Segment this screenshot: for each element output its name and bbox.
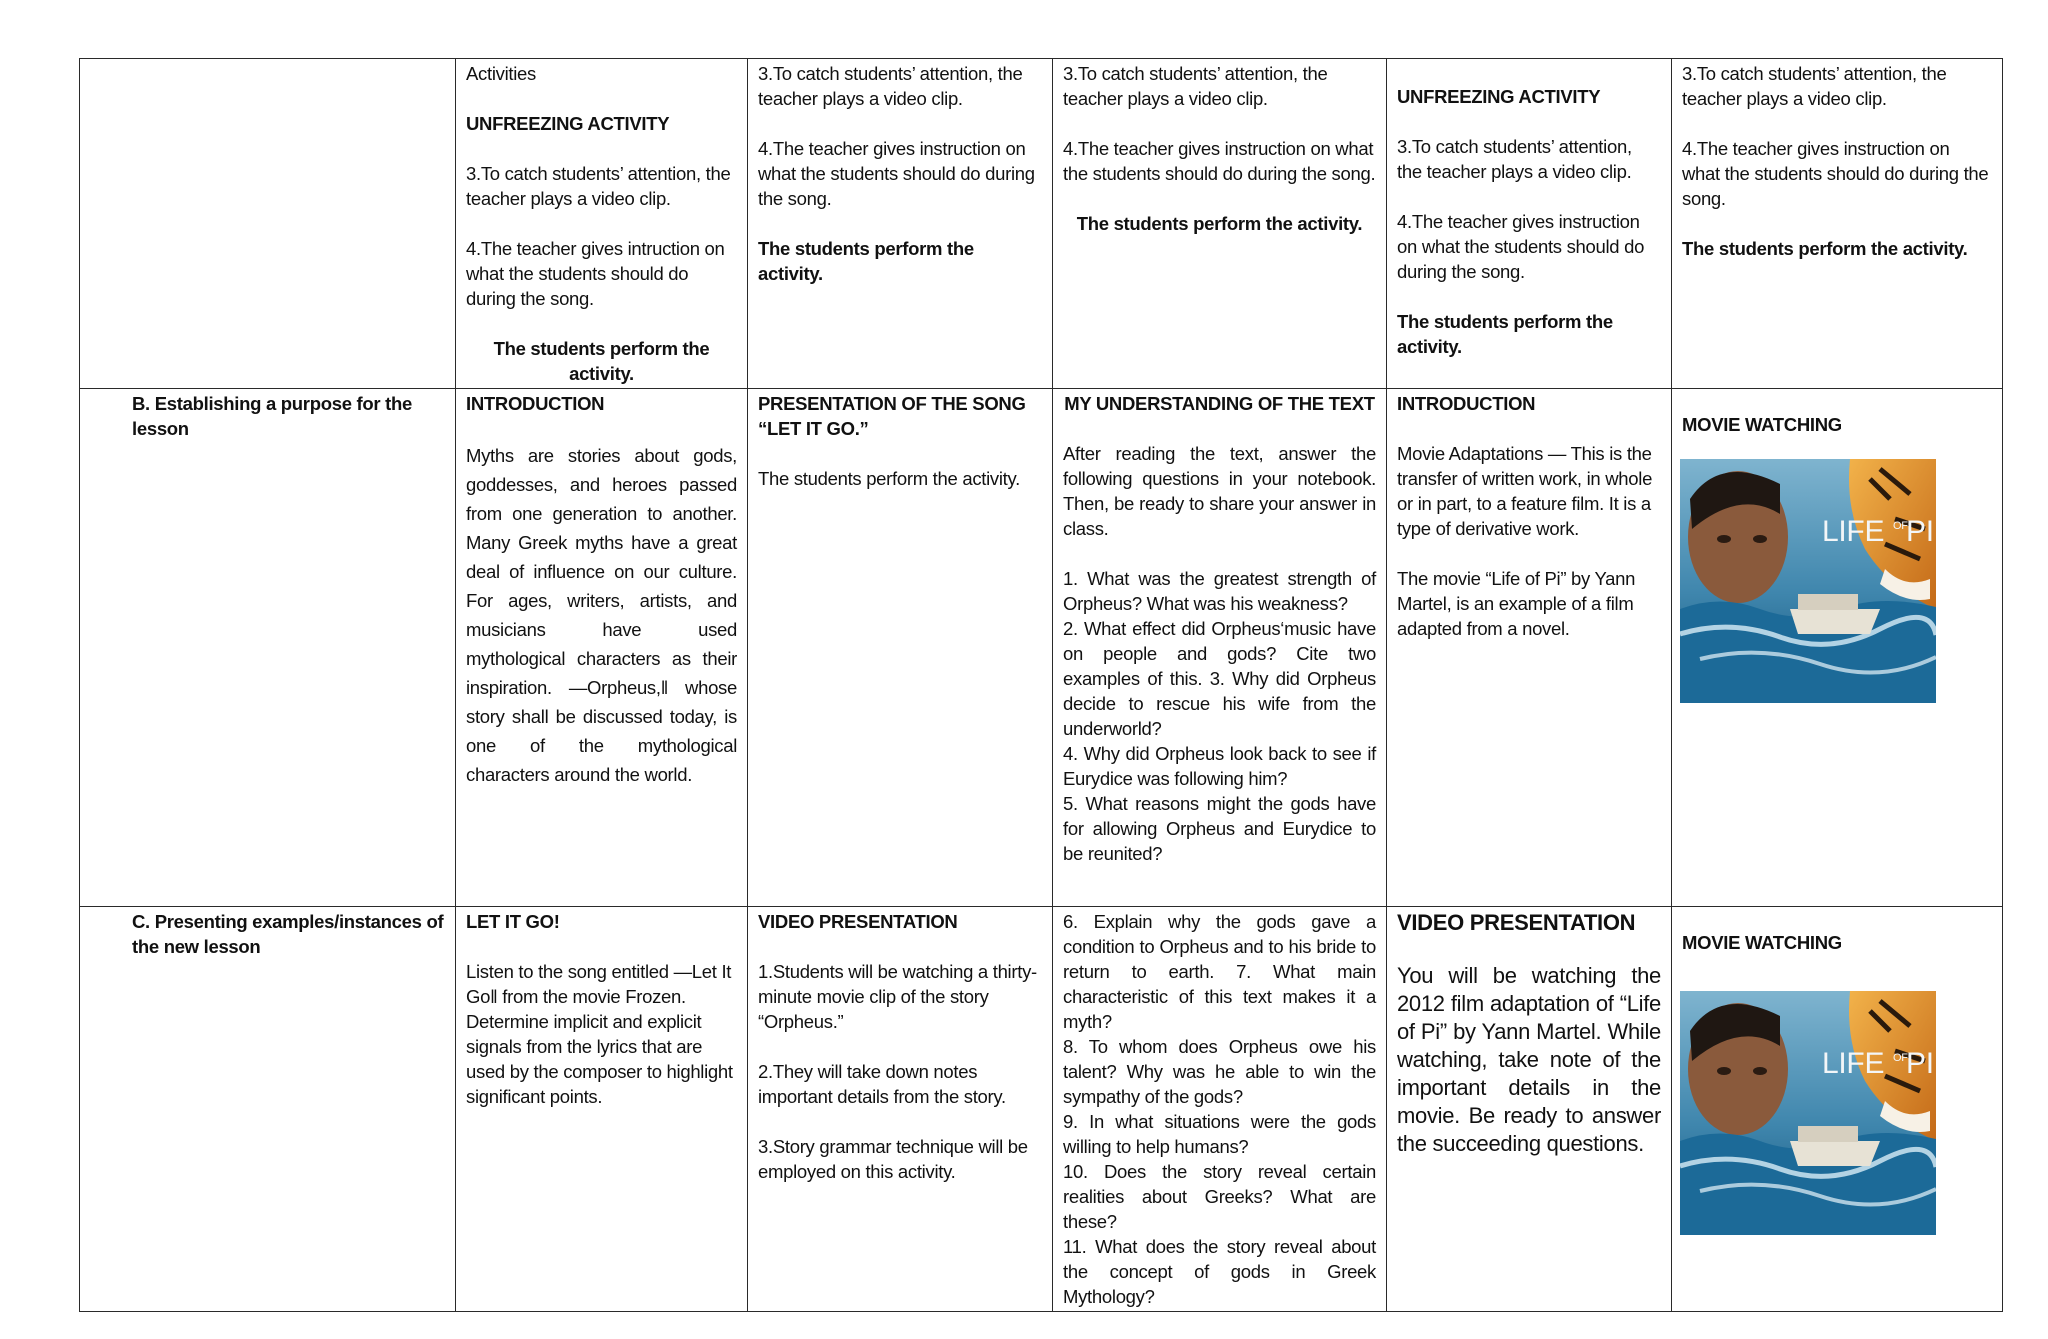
row-c-label-cell: [80, 907, 456, 1312]
row-a-col4-cell: [1387, 59, 1672, 389]
row-c-col5-cell: [1672, 907, 2003, 1312]
table-row-presenting-examples: [80, 907, 2003, 1312]
poster-title-pi: PI: [1906, 515, 1934, 548]
movie-watching-heading: MOVIE WATCHING: [1682, 414, 1842, 435]
video-presentation-heading: VIDEO PRESENTATION: [758, 911, 958, 932]
poster-title-of: OF: [1893, 1052, 1908, 1064]
let-it-go-heading: LET IT GO!: [466, 911, 560, 932]
myths-paragraph: Myths are stories about gods, goddesses, and heroes passed from one generation to another. Many Greek myths have a great deal of influence on our culture. For ages, writers, artists, and musicians have used mythological characters as their inspiration. ―Orpheus,‖ whose story shall be discussed today, is one of the mythological characters around the world.: [466, 445, 737, 785]
unfreezing-activity-heading: UNFREEZING ACTIVITY: [1397, 86, 1601, 107]
row-b-col4-cell: [1387, 389, 1672, 907]
table-row-activities: [80, 59, 2003, 389]
video-presentation-heading: VIDEO PRESENTATION: [1397, 910, 1636, 935]
let-it-go-instructions: Listen to the song entitled ―Let It Go‖ from the movie Frozen. Determine implicit and explicit signals from the lyrics that are used by the composer to highlight significant points.: [466, 961, 733, 1107]
students-perform-text: The students perform the activity.: [758, 468, 1020, 489]
poster-title-life: LIFE: [1822, 1047, 1885, 1080]
students-perform-text: The students perform the activity.: [493, 338, 710, 384]
students-perform-text: The students perform the activity.: [1076, 213, 1363, 234]
introduction-heading: INTRODUCTION: [1397, 393, 1536, 414]
students-perform-text: The students perform the activity.: [1682, 238, 1968, 259]
row-b-col1-cell: [456, 389, 748, 907]
poster-title-life: LIFE: [1822, 515, 1885, 548]
poster-title-of: OF: [1893, 520, 1908, 532]
step-3-text: 3.To catch students’ attention, the teacher plays a video clip.: [1397, 136, 1632, 182]
step-3-text: 3.To catch students’ attention, the teacher plays a video clip.: [1063, 63, 1328, 109]
life-of-pi-poster-image: [1680, 459, 1936, 703]
question-2-3: 2. What effect did Orpheus‘music have on people and gods? Cite two examples of this. 3. Why did Orpheus decide to rescue his wife from the underworld?: [1063, 618, 1376, 739]
life-of-pi-example-text: The movie “Life of Pi” by Yann Martel, is an example of a film adapted from a novel.: [1397, 568, 1636, 639]
row-c-label: C. Presenting examples/instances of the new lesson: [132, 911, 444, 957]
introduction-heading: INTRODUCTION: [466, 393, 605, 414]
question-5: 5. What reasons might the gods have for allowing Orpheus and Eurydice to be reunited?: [1063, 793, 1376, 864]
row-c-col1-cell: [456, 907, 748, 1312]
my-understanding-heading: MY UNDERSTANDING OF THE TEXT: [1064, 393, 1375, 414]
poster-title-pi: PI: [1906, 1047, 1934, 1080]
question-4: 4. Why did Orpheus look back to see if Eurydice was following him?: [1063, 743, 1376, 789]
row-a-col1-cell: [456, 59, 748, 389]
row-c-col4-cell: [1387, 907, 1672, 1312]
movie-watching-heading: MOVIE WATCHING: [1682, 932, 1842, 953]
movie-adaptations-text: Movie Adaptations — This is the transfer of written work, in whole or in part, to a feature film. It is a type of derivative work.: [1397, 443, 1653, 539]
row-c-col2-cell: [748, 907, 1053, 1312]
unfreezing-activity-heading: UNFREEZING ACTIVITY: [466, 113, 670, 134]
question-9: 9. In what situations were the gods willing to help humans?: [1063, 1111, 1376, 1157]
step-3-text: 3.To catch students’ attention, the teacher plays a video clip.: [466, 163, 731, 209]
step-3-text: 3.To catch students’ attention, the teacher plays a video clip.: [1682, 63, 1947, 109]
table-row-establishing-purpose: [80, 389, 2003, 907]
video-step-2: 2.They will take down notes important details from the story.: [758, 1061, 1006, 1107]
questions-intro: After reading the text, answer the following questions in your notebook. Then, be ready to share your answer in class.: [1063, 443, 1376, 539]
step-4-text: 4.The teacher gives instruction on what the students should do during the song.: [1397, 211, 1645, 282]
video-step-3: 3.Story grammar technique will be employed on this activity.: [758, 1136, 1028, 1182]
question-11: 11. What does the story reveal about the concept of gods in Greek Mythology?: [1063, 1236, 1376, 1307]
step-4-text: 4.The teacher gives intruction on what the students should do during the song.: [466, 238, 725, 309]
row-c-col3-cell: [1053, 907, 1387, 1312]
question-8: 8. To whom does Orpheus owe his talent? Why was he able to win the sympathy of the gods?: [1063, 1036, 1376, 1107]
life-of-pi-watching-instructions: You will be watching the 2012 film adaptation of “Life of Pi” by Yann Martel. While watching, take note of the important details in the movie. Be ready to answer the succeeding questions.: [1397, 963, 1661, 1156]
step-3-text: 3.To catch students’ attention, the teacher plays a video clip.: [758, 63, 1023, 109]
row-b-col5-cell: [1672, 389, 2003, 907]
presentation-song-heading: PRESENTATION OF THE SONG “LET IT GO.”: [758, 393, 1026, 439]
step-4-text: 4.The teacher gives instruction on what the students should do during the song.: [1063, 138, 1376, 184]
lesson-plan-table: [79, 58, 2003, 1312]
video-step-1: 1.Students will be watching a thirty-minute movie clip of the story “Orpheus.”: [758, 961, 1037, 1032]
question-1: 1. What was the greatest strength of Orpheus? What was his weakness?: [1063, 568, 1376, 614]
row-b-col3-cell: [1053, 389, 1387, 907]
step-4-text: 4.The teacher gives instruction on what the students should do during the song.: [758, 138, 1035, 209]
row-b-col2-cell: [748, 389, 1053, 907]
row-b-label-cell: [80, 389, 456, 907]
row-a-col5-cell: [1672, 59, 2003, 389]
row-a-col2-cell: [748, 59, 1053, 389]
students-perform-text: The students perform the activity.: [758, 238, 974, 284]
students-perform-text: The students perform the activity.: [1397, 311, 1613, 357]
life-of-pi-poster-image: [1680, 991, 1936, 1235]
step-4-text: 4.The teacher gives instruction on what the students should do during the song.: [1682, 138, 1989, 209]
question-6-7: 6. Explain why the gods gave a condition to Orpheus and to his bride to return to earth. 7. What main characteristic of this text makes it a myth?: [1063, 911, 1376, 1032]
question-10: 10. Does the story reveal certain realities about Greeks? What are these?: [1063, 1161, 1376, 1232]
row-a-label-cell: [80, 59, 456, 389]
activities-text: Activities: [466, 63, 536, 84]
row-a-col3-cell: [1053, 59, 1387, 389]
row-b-label: B. Establishing a purpose for the lesson: [132, 393, 412, 439]
